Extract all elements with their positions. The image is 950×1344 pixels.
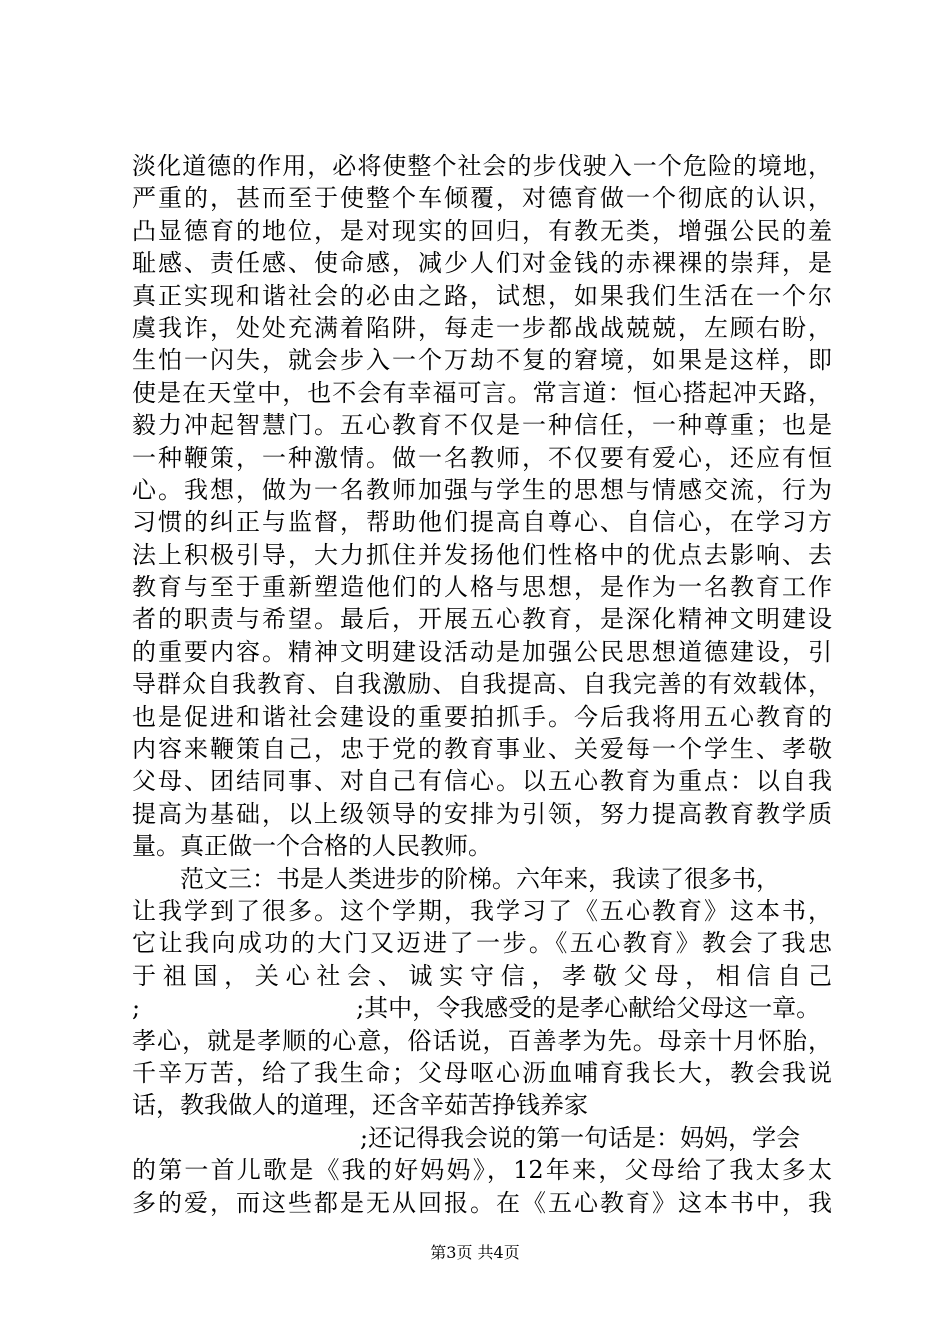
text-line: 提高为基础，以上级领导的安排为引领，努力提高教育教学质 (132, 799, 832, 828)
text-line: 习惯的纠正与监督，帮助他们提高自尊心、自信心，在学习方 (132, 508, 832, 537)
text-line: 话，教我做人的道理，还含辛茹苦挣钱养家 (132, 1091, 588, 1120)
text-line: 生怕一闪失，就会步入一个万劫不复的窘境，如果是这样，即 (132, 346, 832, 375)
text-line: 心。我想，做为一名教师加强与学生的思想与情感交流，行为 (132, 475, 832, 504)
text-line: 也是促进和谐社会建设的重要拍抓手。今后我将用五心教育的 (132, 702, 832, 731)
text-line: 一种鞭策，一种激情。做一名教师，不仅要有爱心，还应有恒 (132, 443, 832, 472)
text-line: ; ;其中，令我感受的是孝心献给父母这一章。 (132, 994, 821, 1023)
page-footer (0, 1243, 950, 1263)
text-line: 虞我诈，处处充满着陷阱，每走一步都战战兢兢，左顾右盼， (132, 313, 832, 342)
text-line: 内容来鞭策自己，忠于党的教育事业、关爱每一个学生、孝敬 (132, 735, 832, 764)
text-line: 使是在天堂中，也不会有幸福可言。常言道：恒心搭起冲天路， (132, 378, 832, 407)
text-line: 者的职责与希望。最后，开展五心教育，是深化精神文明建设 (132, 605, 832, 634)
text-line: 量。真正做一个合格的人民教师。 (132, 832, 492, 861)
text-line: ;还记得我会说的第一句话是：妈妈，学会 (360, 1123, 801, 1152)
text-line: 于祖国，关心社会、诚实守信，孝敬父母，相信自己 (132, 961, 832, 990)
text-line: 凸显德育的地位，是对现实的回归，有教无类，增强公民的羞 (132, 216, 832, 245)
page-number: 第3页 共4页 (430, 1243, 520, 1262)
text-line: 千辛万苦，给了我生命；父母呕心沥血哺育我长大，教会我说 (132, 1058, 832, 1087)
text-line: 父母、团结同事、对自己有信心。以五心教育为重点：以自我 (132, 767, 832, 796)
text-line: 法上积极引导，大力抓住并发扬他们性格中的优点去影响、去 (132, 540, 832, 569)
text-line: 真正实现和谐社会的必由之路，试想，如果我们生活在一个尔 (132, 281, 832, 310)
paragraph-start-line: 范文三：书是人类进步的阶梯。六年来，我读了很多书， (180, 864, 780, 893)
text-line: 的第一首儿歌是《我的好妈妈》，12年来，父母给了我太多太 (132, 1156, 832, 1185)
body-text (132, 150, 832, 1219)
text-line: 它让我向成功的大门又迈进了一步。《五心教育》教会了我忠 (132, 929, 832, 958)
text-line: 淡化道德的作用，必将使整个社会的步伐驶入一个危险的境地， (132, 152, 832, 180)
text-line: 导群众自我教育、自我激励、自我提高、自我完善的有效载体， (132, 670, 832, 699)
text-line: 的重要内容。精神文明建设活动是加强公民思想道德建设，引 (132, 637, 832, 666)
text-line: 耻感、责任感、使命感，减少人们对金钱的赤裸裸的崇拜，是 (132, 249, 832, 278)
text-line: 孝心，就是孝顺的心意，俗话说，百善孝为先。母亲十月怀胎， (132, 1026, 832, 1055)
text-line: 教育与至于重新塑造他们的人格与思想，是作为一名教育工作 (132, 573, 832, 602)
text-line: 多的爱，而这些都是无从回报。在《五心教育》这本书中，我 (132, 1188, 832, 1217)
text-line: 严重的，甚而至于使整个车倾覆，对德育做一个彻底的认识， (132, 184, 832, 213)
text-line: 毅力冲起智慧门。五心教育不仅是一种信任，一种尊重；也是 (132, 411, 832, 440)
text-line: 让我学到了很多。这个学期，我学习了《五心教育》这本书， (132, 896, 832, 925)
